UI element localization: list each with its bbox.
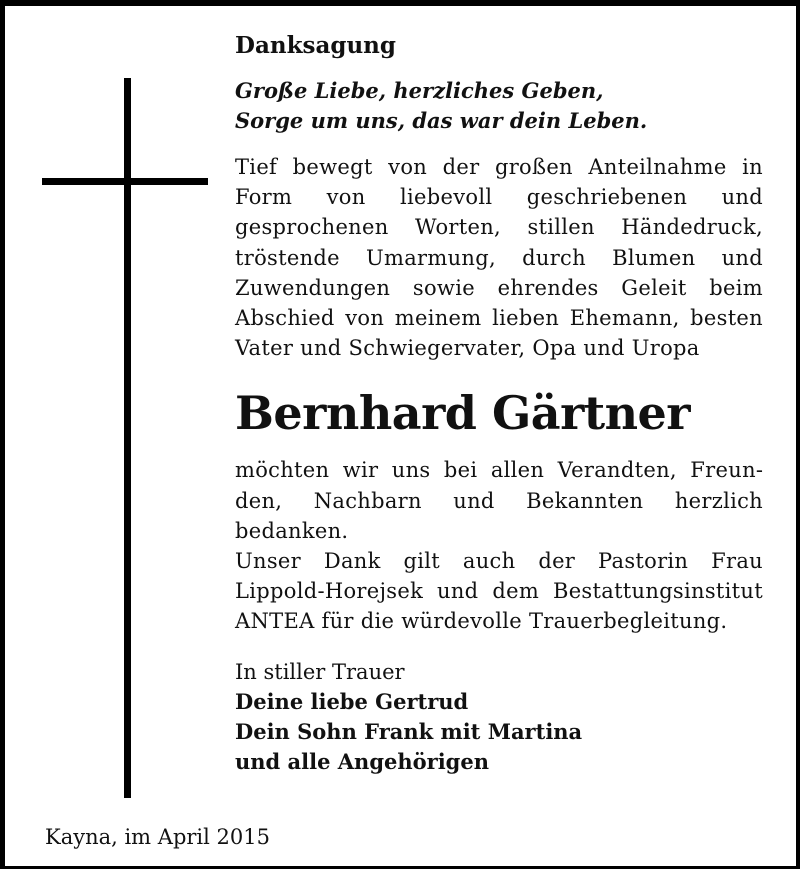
cross-icon-horizontal-beam xyxy=(42,178,208,185)
signatory: Deine liebe Gertrud xyxy=(235,688,469,714)
intro-paragraph: Tief bewegt von der großen Anteilnahme in Form von liebevoll geschriebenen und gesprochenen Worten, stillen Händedruck, tröstende Umarmung, durch Blumen und Zuwendungen sowie ehrendes Geleit beim Abschied von meinem lieben Ehemann, besten Vater und Schwiegervater, Opa und Uropa xyxy=(235,155,763,361)
cross-icon-vertical-beam xyxy=(124,78,131,798)
motto-verse xyxy=(235,76,763,136)
thanks-paragraph: möchten wir uns bei allen Verandten, Freunden, Nachbarn und Bekannten herzlich bedanken. xyxy=(235,458,763,543)
signature-block xyxy=(235,657,763,777)
motto-line: Große Liebe, herzliches Geben, xyxy=(235,78,604,103)
motto-line: Sorge um uns, das war dein Leben. xyxy=(235,108,648,133)
notice-content xyxy=(235,30,763,777)
thanks-paragraph-2: Unser Dank gilt auch der Pastorin Frau Lippold-Horejsek und dem Bestattungsinstitut ANTEA für die würdevolle Trauerbegleitung. xyxy=(235,549,763,634)
signatory: und alle Angehörigen xyxy=(235,748,489,774)
place-date: Kayna, im April 2015 xyxy=(45,825,270,849)
mourning-line: In stiller Trauer xyxy=(235,659,405,684)
deceased-name: Bernhard Gärtner xyxy=(235,386,691,441)
signatory: Dein Sohn Frank mit Martina xyxy=(235,718,583,744)
notice-title: Danksagung xyxy=(235,32,396,59)
